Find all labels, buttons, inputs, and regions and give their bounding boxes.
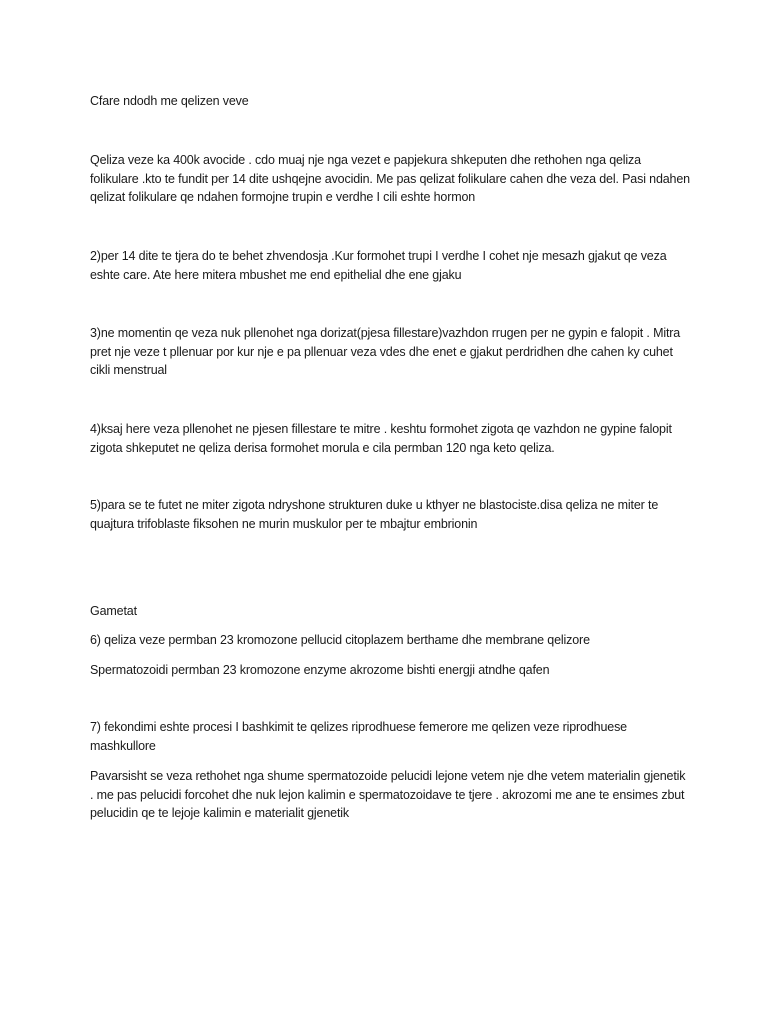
paragraph-2: 2)per 14 dite te tjera do te behet zhvendosja .Kur formohet trupi I verdhe I cohet nje mesazh gjakut qe veza eshte care. Ate here mitera mbushet me end epithelial dhe ene gjaku — [90, 249, 667, 282]
section-heading-gametat: Gametat — [90, 604, 137, 618]
paragraph-pavarsisht: Pavarsisht se veza rethohet nga shume spermatozoide pelucidi lejone vetem nje dhe vetem materialin gjenetik . me pas pelucidi forcohet dhe nuk lejon kalimin e spermatozoidave te tjere . akrozomi me ane te ensimes zbut pelucidin qe te lejoje kalimin e materialit gjenetik — [90, 769, 686, 820]
paragraph-4: 4)ksaj here veza pllenohet ne pjesen fillestare te mitre . keshtu formohet zigota qe vazhdon ne gypine falopit zigota shkeputet ne qeliza derisa formohet morula e cila permban 120 nga keto qeliza. — [90, 422, 672, 455]
paragraph-6: 6) qeliza veze permban 23 kromozone pellucid citoplazem berthame dhe membrane qelizore — [90, 633, 590, 647]
paragraph-spermatozoidi: Spermatozoidi permban 23 kromozone enzyme akrozome bishti energji atndhe qafen — [90, 663, 550, 677]
paragraph-1: Qeliza veze ka 400k avocide . cdo muaj nje nga vezet e papjekura shkeputen dhe rethohen nga qeliza folikulare .kto te fundit per 14 dite ushqejne avocidin. Me pas qelizat folikulare cahen dhe veza del. Pasi ndahen qelizat folikulare qe ndahen formojne trupin e verdhe I cili eshte hormon — [90, 153, 690, 204]
document-title: Cfare ndodh me qelizen veve — [90, 94, 249, 108]
paragraph-3: 3)ne momentin qe veza nuk pllenohet nga dorizat(pjesa fillestare)vazhdon rrugen per ne gypin e falopit . Mitra pret nje veze t pllenuar por kur nje e pa pllenuar veza vdes dhe enet e gjakut perdridhen dhe cahen ky cuhet cikli menstrual — [90, 326, 681, 377]
paragraph-5: 5)para se te futet ne miter zigota ndryshone strukturen duke u kthyer ne blastociste.disa qeliza ne miter te quajtura trifoblaste fiksohen ne murin muskulor per te mbajtur embrionin — [90, 498, 659, 531]
paragraph-7: 7) fekondimi eshte procesi I bashkimit te qelizes riprodhuese femerore me qelizen veze riprodhuese mashkullore — [90, 720, 627, 753]
